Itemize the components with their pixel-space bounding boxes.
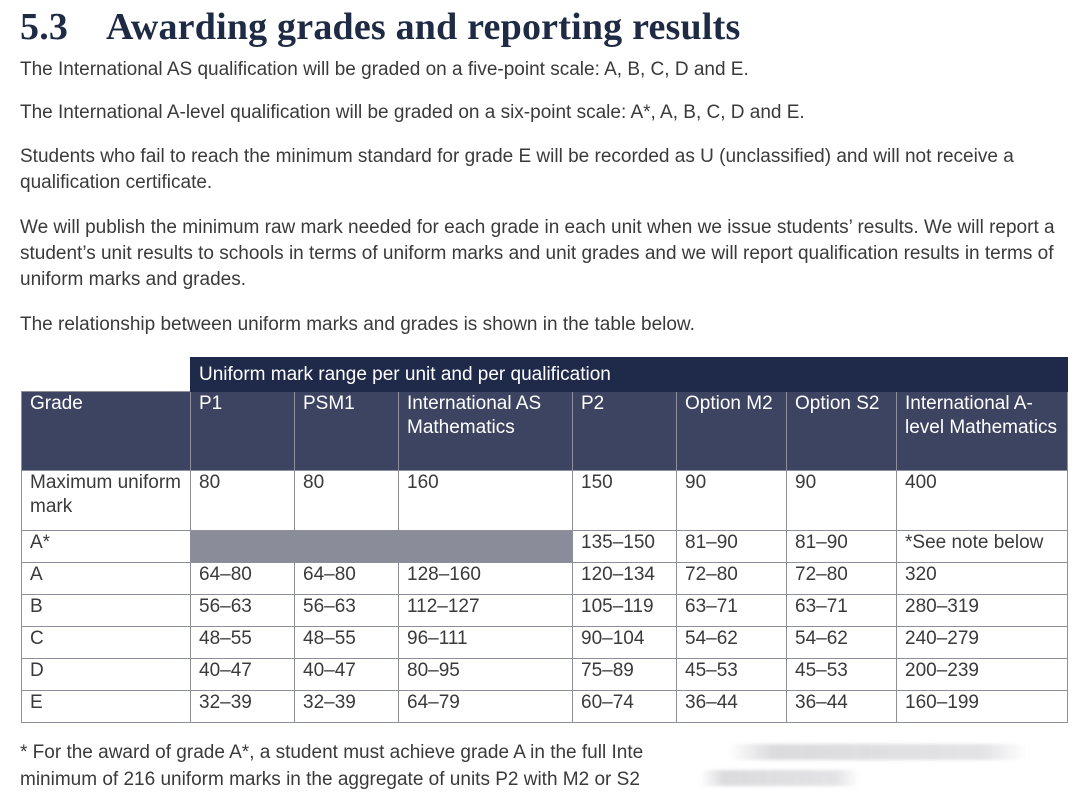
table-cell: C [22,627,191,659]
paragraph-unclassified: Students who fail to reach the minimum standard for grade E will be recorded as U (unclassified) and will not receive a qualification certificate. [20,146,1014,193]
table-cell: 75–89 [573,659,677,691]
table-cell: D [22,659,191,691]
table-row-d [22,659,1068,691]
table-cell: 160–199 [897,691,1068,723]
table-cell: 64–80 [295,563,399,595]
table-cell: E [22,691,191,723]
paragraph-as-grading: The International AS qualification will be graded on a five-point scale: A, B, C, D and E. [20,59,749,80]
table-cell: 48–55 [295,627,399,659]
table-cell: 320 [897,563,1068,595]
table-cell: 48–55 [191,627,295,659]
shaded-cell [295,531,399,563]
section-number: 5.3 [20,6,69,48]
header-p1: P1 [191,392,295,471]
table-row-maximum [22,471,1068,531]
shaded-cell [399,531,573,563]
table-cell: 36–44 [787,691,897,723]
header-grade: Grade [22,392,191,471]
table-cell: *See note below [897,531,1068,563]
table-cell: 64–80 [191,563,295,595]
table-cell: 105–119 [573,595,677,627]
table-cell: A* [22,531,191,563]
table-cell: 54–62 [787,627,897,659]
watermark-blur [700,770,860,786]
span-header-row [22,358,1068,392]
table-cell: 72–80 [677,563,787,595]
table-cell: 32–39 [295,691,399,723]
table-cell: 45–53 [677,659,787,691]
table-row-e [22,691,1068,723]
header-intl-alevel-maths: International A-level Mathematics [897,392,1068,471]
table-cell: 54–62 [677,627,787,659]
table-cell: Maximum uniform mark [22,471,191,531]
table-cell: 96–111 [399,627,573,659]
table-cell: 80 [295,471,399,531]
section-heading [20,4,740,50]
span-header-cell: Uniform mark range per unit and per qualification [191,358,1068,392]
watermark-blur [728,744,1028,760]
header-option-m2: Option M2 [677,392,787,471]
table-cell: 45–53 [787,659,897,691]
section-title: Awarding grades and reporting results [106,6,741,48]
table-cell: 63–71 [787,595,897,627]
table-cell: 160 [399,471,573,531]
table-cell: 40–47 [295,659,399,691]
column-header-row [22,392,1068,471]
table-cell: 81–90 [677,531,787,563]
paragraph-results-reporting: We will publish the minimum raw mark needed for each grade in each unit when we issue students’ results. We will report a student’s unit results to schools in terms of uniform marks and unit grades and we will report qualification results in terms of uniform marks and grades. [20,217,1055,290]
table-cell: 135–150 [573,531,677,563]
table-row-a-star [22,531,1068,563]
table-cell: 240–279 [897,627,1068,659]
table-cell: 80 [191,471,295,531]
shaded-cell [191,531,295,563]
footnote-line-1: * For the award of grade A*, a student must achieve grade A in the full Inte [20,742,644,763]
table-cell: 90 [787,471,897,531]
table-cell: A [22,563,191,595]
table-cell: 60–74 [573,691,677,723]
paragraph-table-intro: The relationship between uniform marks and grades is shown in the table below. [20,314,695,335]
table-cell: 200–239 [897,659,1068,691]
table-cell: 120–134 [573,563,677,595]
table-cell: 64–79 [399,691,573,723]
table-cell: 72–80 [787,563,897,595]
table-cell: 32–39 [191,691,295,723]
grade-boundaries-table [21,357,1068,723]
table-cell: 90 [677,471,787,531]
table-cell: 90–104 [573,627,677,659]
table-footnote [20,739,720,793]
table-cell: 81–90 [787,531,897,563]
header-blank-cell [22,358,191,392]
table-cell: 280–319 [897,595,1068,627]
table-cell: 112–127 [399,595,573,627]
paragraph-alevel-grading: The International A-level qualification will be graded on a six-point scale: A*, A, B, C, D and E. [20,102,805,123]
header-psm1: PSM1 [295,392,399,471]
header-intl-as-maths: International AS Mathematics [399,392,573,471]
table-cell: 128–160 [399,563,573,595]
table-cell: 36–44 [677,691,787,723]
table-cell: 56–63 [191,595,295,627]
header-option-s2: Option S2 [787,392,897,471]
table-cell: 63–71 [677,595,787,627]
table-cell: 40–47 [191,659,295,691]
footnote-line-2: minimum of 216 uniform marks in the aggregate of units P2 with M2 or S2 [20,769,640,790]
table-cell: 80–95 [399,659,573,691]
table-cell: 56–63 [295,595,399,627]
header-p2: P2 [573,392,677,471]
table-cell: B [22,595,191,627]
table-cell: 400 [897,471,1068,531]
table-row-c [22,627,1068,659]
table-row-b [22,595,1068,627]
table-row-a [22,563,1068,595]
table-cell: 150 [573,471,677,531]
